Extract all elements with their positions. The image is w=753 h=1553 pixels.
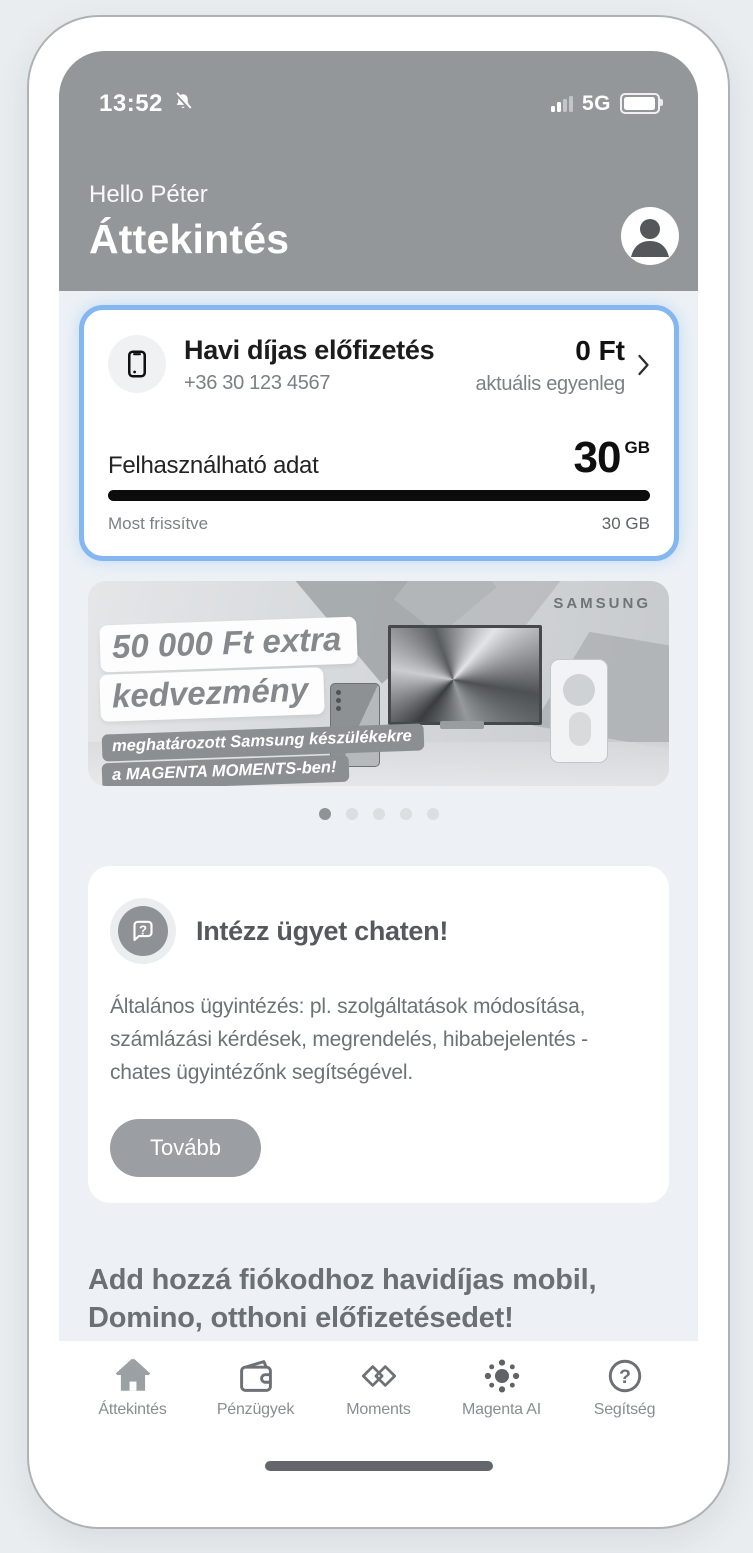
carousel-dot[interactable] [373,808,385,820]
subscription-phone-number: +36 30 123 4567 [184,372,331,394]
svg-text:?: ? [138,922,148,938]
data-allowance-value: 30 [573,433,621,482]
chat-question-icon [110,898,176,964]
banner-headline-1: 50 000 Ft extra [99,617,358,673]
network-type: 5G [581,91,611,115]
greeting-text: Hello Péter [89,181,208,208]
chat-continue-button[interactable]: Tovább [110,1119,261,1177]
data-allowance-unit: GB [624,438,650,457]
battery-icon [620,93,660,114]
data-total-label: 30 GB [601,514,650,533]
banner-subline-1: meghatározott Samsung készülékekre [102,723,425,761]
svg-text:?: ? [618,1365,631,1388]
data-progress-track [108,490,650,501]
chat-card [88,866,669,1203]
home-icon [113,1357,153,1395]
clock: 13:52 [99,89,163,117]
notifications-muted-icon [172,91,194,118]
nav-item-segitseg[interactable] [570,1357,680,1419]
phone-frame [27,15,730,1529]
promo-banner-samsung[interactable] [88,581,669,786]
nav-label: Áttekintés [98,1401,167,1418]
banner-tv-stand [440,721,484,729]
nav-item-attekintes[interactable] [78,1357,188,1419]
nav-label: Segítség [593,1401,656,1418]
carousel-dots [59,808,698,820]
chat-card-title: Intézz ügyet chaten! [196,915,449,946]
status-bar [99,89,660,118]
add-subscription-heading: Add hozzá fiókodhoz havidíjas mobil, Domino, otthoni előfizetésedet! [88,1264,597,1334]
magenta-ai-icon [482,1357,522,1395]
balance-label: aktuális egyenleg [475,373,625,395]
nav-item-moments[interactable] [324,1357,434,1419]
wallet-icon [236,1357,276,1395]
moments-icon [357,1357,401,1395]
nav-label: Magenta AI [462,1401,541,1418]
smartphone-icon [108,335,166,393]
chat-card-body: Általános ügyintézés: pl. szolgáltatások módosítása, számlázási kérdések, megrendelés, hibabejelentés - chates ügyintézőnk segítségével. [110,995,588,1084]
nav-label: Moments [346,1401,411,1418]
balance-value: 0 Ft [575,335,625,366]
carousel-dot[interactable] [400,808,412,820]
samsung-logo: SAMSUNG [553,595,651,612]
profile-avatar[interactable] [621,207,679,265]
bottom-navigation [59,1341,698,1521]
home-indicator[interactable] [265,1461,493,1471]
data-progress-fill [108,490,650,501]
nav-label: Pénzügyek [216,1401,295,1418]
banner-subline-2: a MAGENTA MOMENTS-ben! [102,755,349,786]
subscription-title: Havi díjas előfizetés [184,335,435,365]
last-updated-label: Most frissítve [108,514,209,533]
signal-strength-icon [551,96,573,112]
data-allowance-label: Felhasználható adat [108,452,319,479]
page-title: Áttekintés [89,216,290,262]
banner-flip-phone-image [550,659,608,763]
nav-item-penzugyek[interactable] [201,1357,311,1419]
chevron-right-icon[interactable] [637,353,650,382]
carousel-dot[interactable] [319,808,331,820]
header [59,51,698,291]
app-screen [59,51,698,1521]
banner-tv-image [388,625,542,725]
carousel-dot[interactable] [346,808,358,820]
carousel-dot[interactable] [427,808,439,820]
help-icon [605,1357,645,1395]
banner-headline-2: kedvezmény [99,667,325,722]
subscription-card[interactable] [79,305,679,561]
nav-item-magenta-ai[interactable] [447,1357,557,1419]
